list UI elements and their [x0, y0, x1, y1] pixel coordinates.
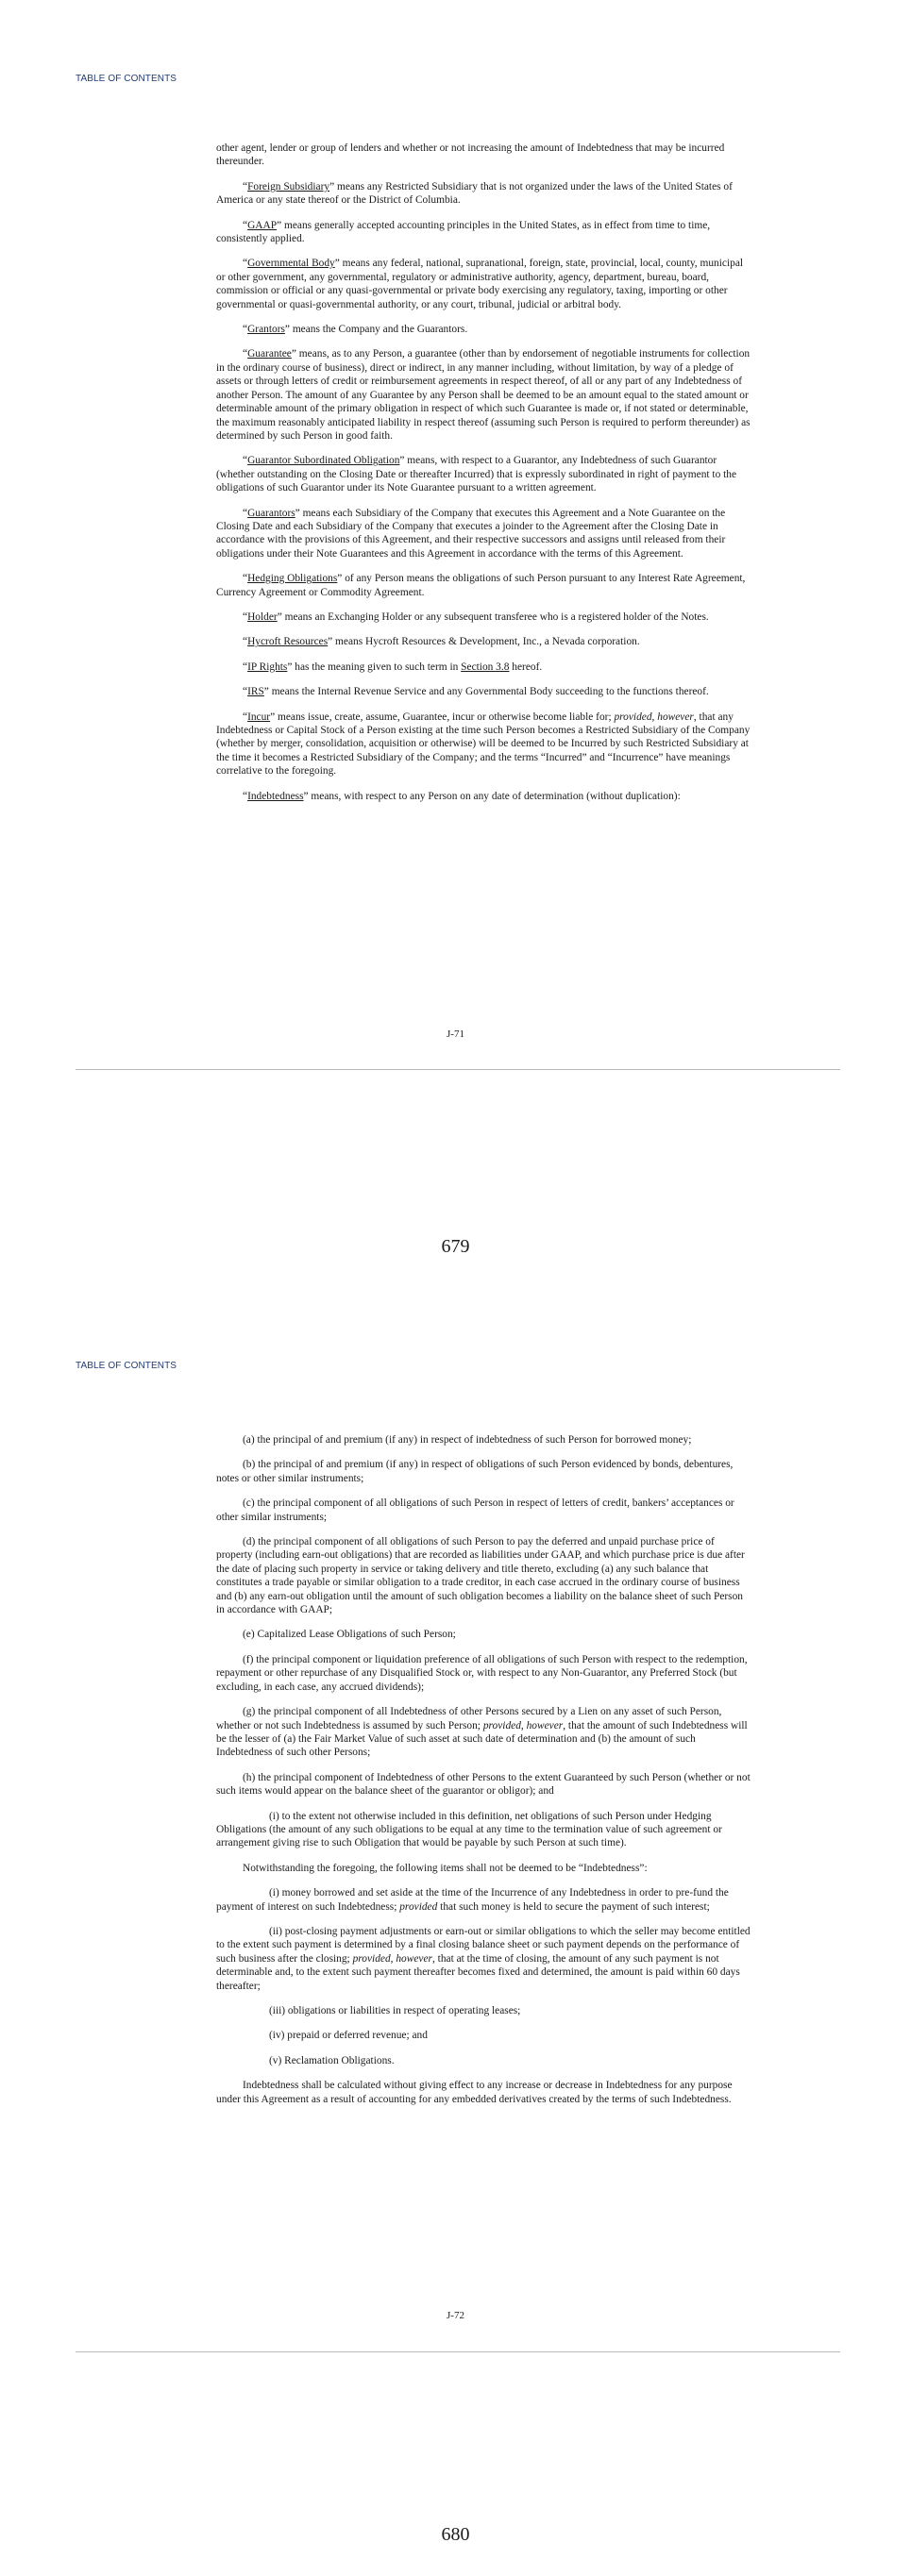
defined-term: IP Rights	[247, 661, 288, 673]
clause-a: (a) the principal of and premium (if any) in respect of indebtedness of such Person for borrowed money;	[243, 1434, 692, 1446]
table-of-contents-link[interactable]: TABLE OF CONTENTS	[76, 74, 177, 84]
paragraph-continuation: other agent, lender or group of lenders and whether or not increasing the amount of Indebtedness that may be incurred thereunder.	[216, 142, 725, 168]
definition-hedging-obligations: “Hedging Obligations” of any Person means the obligations of such Person pursuant to any Interest Rate Agreement, Currency Agreement or Commodity Agreement.	[216, 573, 746, 598]
definition-holder: “Holder” means an Exchanging Holder or any subsequent transferee who is a registered holder of the Notes.	[243, 611, 709, 623]
clause-d: (d) the principal component of all obligations of such Person to pay the deferred and unpaid purchase price of property (including earn-out obligations) that are recorded as liabilities under GAAP, and which purchase price is due after the date of placing such property in service or taking delivery and title thereto, excluding (a) any such balance that constitutes a trade payable or similar obligation to a trade creditor, in each case accrued in the ordinary course of business and (b) any earn-out obligation until the amount of such obligation becomes a liability on the balance sheet of such Person in accordance with GAAP;	[216, 1536, 745, 1616]
definition-gaap: “GAAP” means generally accepted accounting principles in the United States, as in effect from time to time, consistently applied.	[216, 219, 711, 245]
page-679-body	[216, 142, 751, 814]
page-number: 679	[441, 1236, 470, 1257]
exclusion-i: (i) money borrowed and set aside at the time of the Incurrence of any Indebtedness in order to pre-fund the payment of interest on such Indebtedness; provided that such money is held to secure the payment of such interest;	[216, 1887, 729, 1913]
clause-c: (c) the principal component of all obligations of such Person in respect of letters of credit, bankers’ acceptances or other similar instruments;	[216, 1497, 734, 1523]
closing-paragraph: Indebtedness shall be calculated without giving effect to any increase or decrease in Indebtedness for any purpose under this Agreement as a result of accounting for any embedded derivatives created by the terms of such Indebtedness.	[216, 2080, 733, 2105]
defined-term: Indebtedness	[247, 790, 304, 802]
definition-ip-rights: “IP Rights” has the meaning given to such term in Section 3.8 hereof.	[243, 661, 543, 673]
defined-term: IRS	[247, 686, 264, 698]
defined-term: Guarantors	[247, 507, 295, 519]
definition-foreign-subsidiary: “Foreign Subsidiary” means any Restricted Subsidiary that is not organized under the laws of the United States of America or any state thereof or the District of Columbia.	[216, 180, 733, 207]
page-divider	[76, 2351, 840, 2352]
definition-guarantors: “Guarantors” means each Subsidiary of the Company that executes this Agreement and a Note Guarantee on the Closing Date and each Subsidiary of the Company that executes a joinder to the Agreement after the Closing Date in accordance with the provisions of this Agreement, and their respective successors and assigns until released from their obligations under their Note Guarantees and this Agreement in accordance with the terms of this Agreement.	[216, 507, 726, 560]
page-footer: J-72	[447, 2310, 464, 2321]
defined-term: Holder	[247, 611, 278, 623]
notwithstanding-paragraph: Notwithstanding the foregoing, the following items shall not be deemed to be “Indebtedness”:	[243, 1862, 648, 1874]
definition-incur: “Incur” means issue, create, assume, Guarantee, incur or otherwise become liable for; provided, however, that any Indebtedness or Capital Stock of a Person existing at the time such Person becomes a Restricted Subsidiary of the Company (whether by merger, consolidation, acquisition or otherwise) will be deemed to be Incurred by such Restricted Subsidiary at the time it becomes a Restricted Subsidiary of the Company; and the terms “Incurred” and “Incurrence” have meanings correlative to the foregoing.	[216, 711, 751, 778]
defined-term: Grantors	[247, 324, 285, 336]
defined-term: Governmental Body	[247, 258, 335, 270]
exclusion-v: (v) Reclamation Obligations.	[269, 2054, 395, 2066]
section-3-8-link[interactable]: Section 3.8	[461, 661, 510, 673]
clause-e: (e) Capitalized Lease Obligations of such Person;	[243, 1629, 456, 1641]
definition-guarantee: “Guarantee” means, as to any Person, a guarantee (other than by endorsement of negotiable instruments for collection in the ordinary course of business), direct or indirect, in any manner including, without limitation, by way of a pledge of assets or through letters of credit or reimbursement agreements in respect thereof, of all or any part of any Indebtedness of another Person. The amount of any Guarantee by any Person shall be deemed to be an amount equal to the stated amount or determinable amount of the primary obligation in respect of which such Guarantee is made or, if not stated or determinable, the maximum reasonably anticipated liability in respect thereof (assuming such Person is required to perform thereunder) as determined by such Person in good faith.	[216, 348, 751, 442]
page-680-body	[216, 1433, 751, 2117]
exclusion-iv: (iv) prepaid or deferred revenue; and	[269, 2030, 428, 2042]
defined-term: GAAP	[247, 219, 278, 231]
clause-b: (b) the principal of and premium (if any) in respect of obligations of such Person evidenced by bonds, debentures, notes or other similar instruments;	[216, 1459, 734, 1484]
exclusion-ii: (ii) post-closing payment adjustments or earn-out or similar obligations to which the seller may become entitled to the extent such payment is determined by a final closing balance sheet or such payment depends on the performance of such business after the closing; provided, however, that at the time of closing, the amount of any such payment is not determinable and, to the extent such payment thereafter becomes fixed and determined, the amount is paid within 60 days thereafter;	[216, 1925, 751, 1992]
clause-h: (h) the principal component of Indebtedness of other Persons to the extent Guaranteed by such Person (whether or not such items would appear on the balance sheet of the guarantor or obligor); and	[216, 1771, 751, 1798]
definition-indebtedness: “Indebtedness” means, with respect to any Person on any date of determination (without duplication):	[243, 790, 681, 802]
clause-f: (f) the principal component or liquidation preference of all obligations of such Person with respect to the redemption, repayment or other repurchase of any Disqualified Stock or, with respect to any Non-Guarantor, any Preferred Stock (but excluding, in each case, any accrued dividends);	[216, 1653, 748, 1693]
clause-i: (i) to the extent not otherwise included in this definition, net obligations of such Person under Hedging Obligations (the amount of any such obligations to be equal at any time to the termination value of such agreement or arrangement giving rise to such Obligation that would be payable by such Person at such time).	[216, 1810, 722, 1849]
page-footer: J-71	[447, 1029, 464, 1040]
definition-hycroft-resources: “Hycroft Resources” means Hycroft Resources & Development, Inc., a Nevada corporation.	[243, 636, 640, 648]
definition-guarantor-subordinated-obligation: “Guarantor Subordinated Obligation” means, with respect to a Guarantor, any Indebtedness of such Guarantor (whether outstanding on the Closing Date or thereafter Incurred) that is expressly subordinated in right of payment to the obligations of such Guarantor under its Note Guarantee pursuant to a written agreement.	[216, 455, 737, 494]
exclusion-iii: (iii) obligations or liabilities in respect of operating leases;	[269, 2005, 521, 2016]
defined-term: Hedging Obligations	[247, 573, 338, 585]
defined-term: Incur	[247, 711, 271, 723]
definition-grantors: “Grantors” means the Company and the Guarantors.	[243, 324, 468, 336]
defined-term: Guarantor Subordinated Obligation	[247, 455, 400, 467]
defined-term: Guarantee	[247, 348, 292, 360]
clause-g: (g) the principal component of all Indebtedness of other Persons secured by a Lien on any asset of such Person, whether or not such Indebtedness is assumed by such Person; provided, however, that the amount of such Indebtedness will be the lesser of (a) the Fair Market Value of such asset at such date of determination and (b) the amount of such Indebtedness of such other Persons;	[216, 1706, 748, 1759]
definition-governmental-body: “Governmental Body” means any federal, national, supranational, foreign, state, provincial, local, county, municipal or other government, any governmental, regulatory or administrative authority, agency, department, bureau, board, commission or official or any quasi-governmental or private body exercising any regulatory, taxing, importing or other governmental or quasi-governmental authority, or any court, tribunal, judicial or arbitral body.	[216, 258, 744, 310]
table-of-contents-link[interactable]: TABLE OF CONTENTS	[76, 1361, 177, 1371]
definition-irs: “IRS” means the Internal Revenue Service and any Governmental Body succeeding to the functions thereof.	[243, 686, 709, 698]
defined-term: Foreign Subsidiary	[247, 180, 330, 192]
defined-term: Hycroft Resources	[247, 636, 329, 648]
page-number: 680	[441, 2524, 470, 2545]
page-divider	[76, 1069, 840, 1070]
